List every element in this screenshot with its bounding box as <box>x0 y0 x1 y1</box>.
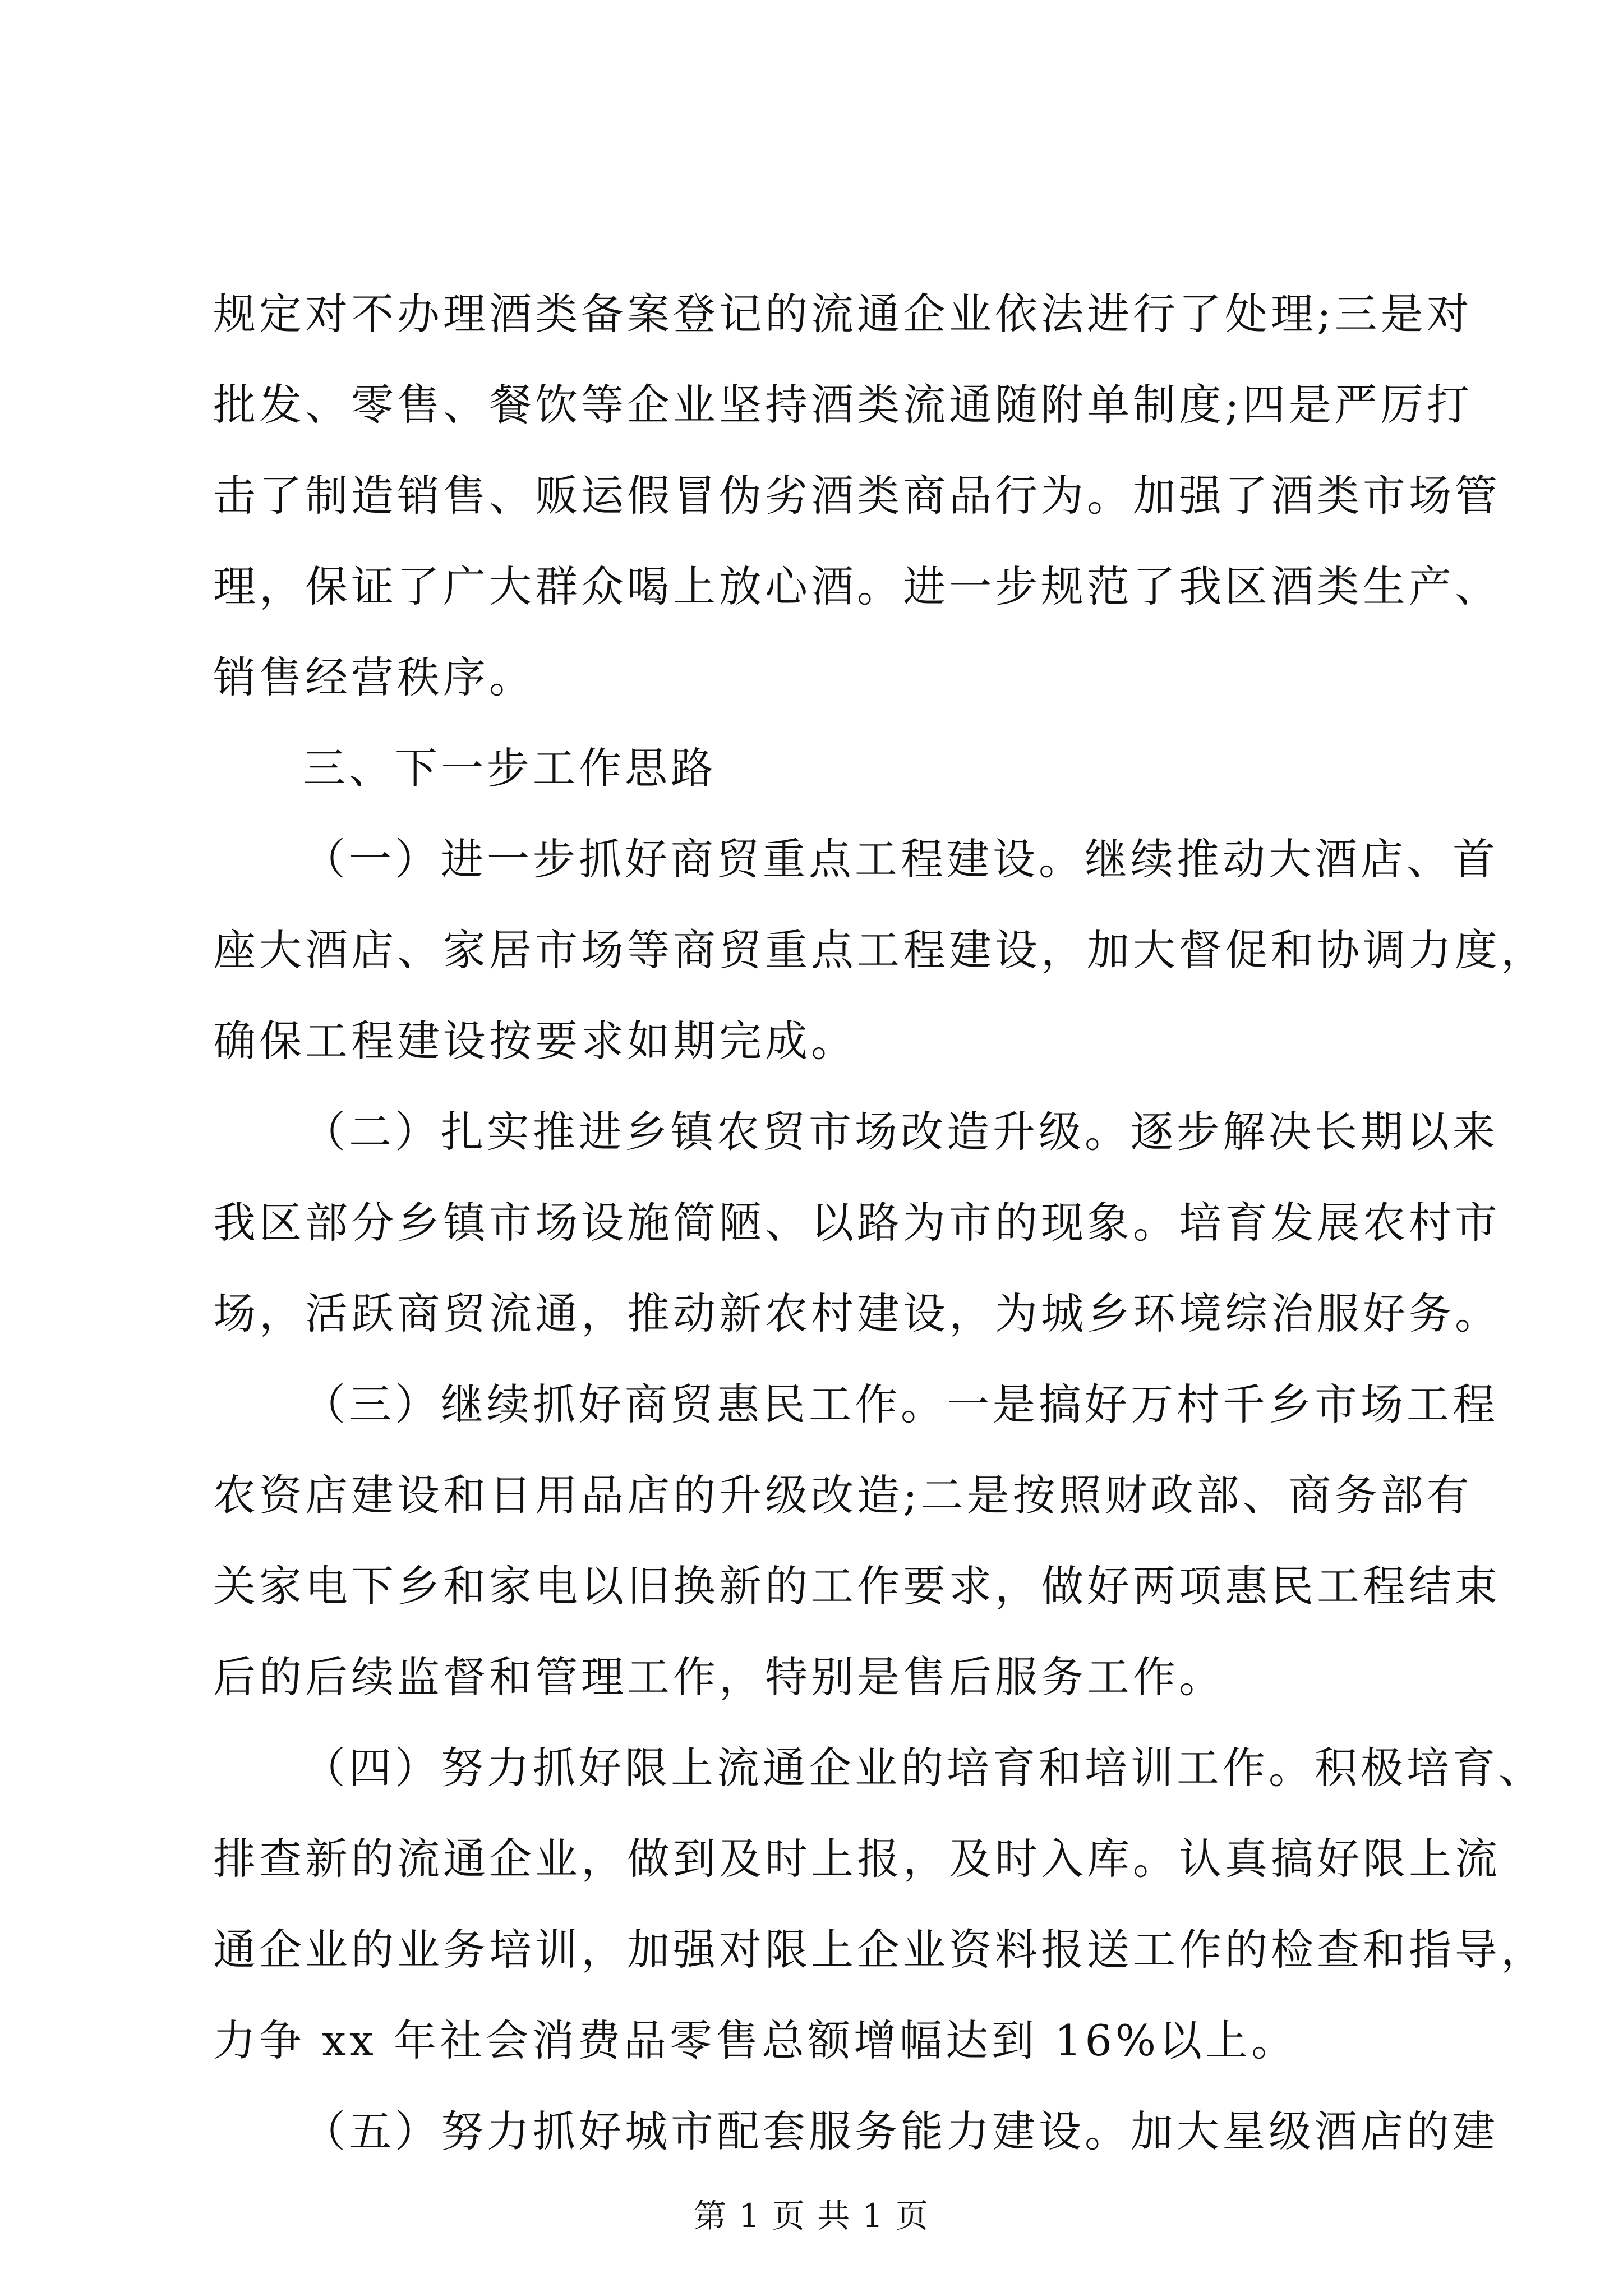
item-2-line-2: 我区部分乡镇市场设施简陋、以路为市的现象。培育发展农村市 <box>213 1198 1501 1248</box>
section-heading: 三、下一步工作思路 <box>303 743 717 793</box>
item-3-line-4: 后的后续监督和管理工作，特别是售后服务工作。 <box>213 1652 1225 1702</box>
item-2-line-1: （二）扎实推进乡镇农贸市场改造升级。逐步解决长期以来 <box>303 1107 1498 1157</box>
page-number-footer: 第 1 页 共 1 页 <box>694 2197 929 2235</box>
item-5-line-1: （五）努力抓好城市配套服务能力建设。加大星级酒店的建 <box>303 2106 1498 2156</box>
item-3-line-1: （三）继续抓好商贸惠民工作。一是搞好万村千乡市场工程 <box>303 1379 1498 1429</box>
item-1-line-1: （一）进一步抓好商贸重点工程建设。继续推动大酒店、首 <box>303 834 1498 884</box>
body-line-3: 击了制造销售、贩运假冒伪劣酒类商品行为。加强了酒类市场管 <box>213 471 1501 521</box>
body-line-1: 规定对不办理酒类备案登记的流通企业依法进行了处理;三是对 <box>213 289 1473 339</box>
item-4-line-4: 力争 xx 年社会消费品零售总额增幅达到 16%以上。 <box>213 2016 1298 2065</box>
item-1-line-3: 确保工程建设按要求如期完成。 <box>213 1016 857 1066</box>
body-line-2: 批发、零售、餐饮等企业坚持酒类流通随附单制度;四是严厉打 <box>213 380 1473 430</box>
item-2-line-3: 场，活跃商贸流通，推动新农村建设，为城乡环境综治服好务。 <box>213 1289 1501 1338</box>
item-4-line-2: 排查新的流通企业，做到及时上报，及时入库。认真搞好限上流 <box>213 1834 1501 1884</box>
item-4-line-3: 通企业的业务培训，加强对限上企业资料报送工作的检查和指导， <box>213 1925 1547 1975</box>
body-line-5: 销售经营秩序。 <box>213 652 535 702</box>
item-3-line-2: 农资店建设和日用品店的升级改造;二是按照财政部、商务部有 <box>213 1470 1473 1520</box>
body-line-4: 理，保证了广大群众喝上放心酒。进一步规范了我区酒类生产、 <box>213 562 1501 611</box>
item-1-line-2: 座大酒店、家居市场等商贸重点工程建设，加大督促和协调力度， <box>213 925 1547 975</box>
item-3-line-3: 关家电下乡和家电以旧换新的工作要求，做好两项惠民工程结束 <box>213 1561 1501 1611</box>
item-4-line-1: （四）努力抓好限上流通企业的培育和培训工作。积极培育、 <box>303 1743 1544 1793</box>
